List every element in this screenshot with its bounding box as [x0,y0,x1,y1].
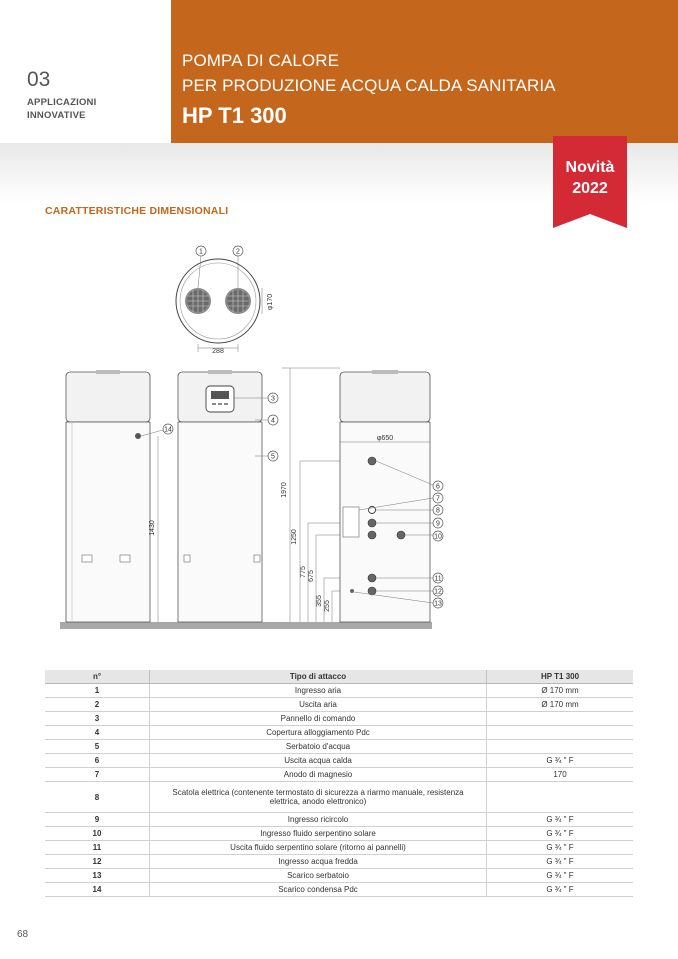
row-n: 7 [45,768,150,782]
row-tipo: Uscita fluido serpentino solare (ritorno ai pannelli) [150,841,487,855]
row-tipo: Copertura alloggiamento Pdc [150,726,487,740]
callout-6: 6 [436,483,440,491]
row-n: 14 [45,883,150,897]
row-n: 4 [45,726,150,740]
dimensional-drawing [0,235,678,635]
row-val: G ¾ " F [487,827,634,841]
row-n: 9 [45,813,150,827]
header-title-line1: POMPA DI CALORE [182,51,340,70]
dim-775: 775 [300,566,307,578]
section-title: CARATTERISTICHE DIMENSIONALI [45,205,229,217]
badge-line1: Novità [565,159,615,176]
row-val [487,712,634,726]
air-outlet-port [225,288,251,314]
row-val [487,726,634,740]
table-row [45,841,633,855]
chapter-number: 03 [27,68,51,91]
unit-front-view [178,370,278,622]
callout-2: 2 [236,248,240,256]
dim-phi170: φ170 [267,293,274,311]
table-header-row [45,670,633,684]
table-row [45,712,633,726]
table-row [45,698,633,712]
row-n: 10 [45,827,150,841]
row-tipo: Ingresso aria [150,684,487,698]
row-n: 12 [45,855,150,869]
callout-1: 1 [199,248,203,256]
dim-355: 355 [316,595,323,607]
table-row [45,754,633,768]
callout-3: 3 [271,395,275,403]
row-val: G ¾ " F [487,813,634,827]
dim-phi650: φ650 [376,435,394,442]
dim-255: 255 [324,600,331,612]
callout-4: 4 [271,417,275,425]
table-row [45,782,633,813]
row-n: 3 [45,712,150,726]
callout-11: 11 [434,575,442,583]
floor [60,622,432,629]
row-n: 8 [45,782,150,813]
badge-line2: 2022 [572,180,608,197]
callout-14: 14 [164,426,172,434]
dim-1430: 1430 [149,520,156,536]
row-tipo: Serbatoio d'acqua [150,740,487,754]
table-row [45,684,633,698]
header-title-line2: PER PRODUZIONE ACQUA CALDA SANITARIA [182,76,556,95]
chapter-subtitle-line1: APPLICAZIONI [27,97,97,108]
badge-text [553,157,627,199]
callout-5: 5 [271,453,275,461]
row-tipo: Scatola elettrica (contenente termostato di sicurezza a riarmo manuale, resistenza elettrica, anodo elettronico) [150,782,487,813]
header-model: HP T1 300 [182,103,287,128]
air-inlet-port [185,288,211,314]
chapter-subtitle-line2: INNOVATIVE [27,110,86,121]
callout-9: 9 [436,520,440,528]
callout-7: 7 [436,495,440,503]
table-row [45,869,633,883]
row-tipo: Ingresso ricircolo [150,813,487,827]
dim-675: 675 [308,570,315,582]
row-val: G ¾ " F [487,754,634,768]
row-val: G ¾ " F [487,855,634,869]
row-val: 170 [487,768,634,782]
table-row [45,855,633,869]
unit-rear-view [340,370,430,622]
row-tipo: Scarico condensa Pdc [150,883,487,897]
dim-1250: 1250 [291,529,298,545]
electrical-box [343,507,359,537]
unit-side-view [66,370,173,622]
page-number: 68 [17,929,29,940]
row-val [487,782,634,813]
row-val: G ¾ " F [487,841,634,855]
row-tipo: Uscita aria [150,698,487,712]
chapter-subtitle [27,96,96,122]
row-tipo: Ingresso acqua fredda [150,855,487,869]
row-n: 5 [45,740,150,754]
col-header-model: HP T1 300 [487,670,634,684]
row-tipo: Scarico serbatoio [150,869,487,883]
row-val [487,740,634,754]
row-tipo: Ingresso fluido serpentino solare [150,827,487,841]
connections-table [45,670,633,897]
col-header-n: n° [45,670,150,684]
row-tipo: Pannello di comando [150,712,487,726]
table-row [45,768,633,782]
row-n: 1 [45,684,150,698]
callout-13: 13 [434,600,442,608]
callout-8: 8 [436,507,440,515]
dim-1970: 1970 [281,482,288,498]
dim-288: 288 [212,348,224,355]
row-tipo: Anodo di magnesio [150,768,487,782]
table-row [45,883,633,897]
row-val: Ø 170 mm [487,698,634,712]
col-header-tipo: Tipo di attacco [150,670,487,684]
top-view [176,246,274,355]
table-row [45,726,633,740]
row-n: 11 [45,841,150,855]
row-n: 2 [45,698,150,712]
row-val: G ¾ " F [487,869,634,883]
table-row [45,740,633,754]
table-row [45,827,633,841]
table-row [45,813,633,827]
callout-10: 10 [434,533,442,541]
row-val: G ¾ " F [487,883,634,897]
callout-12: 12 [434,588,442,596]
row-val: Ø 170 mm [487,684,634,698]
row-tipo: Uscita acqua calda [150,754,487,768]
row-n: 13 [45,869,150,883]
row-n: 6 [45,754,150,768]
